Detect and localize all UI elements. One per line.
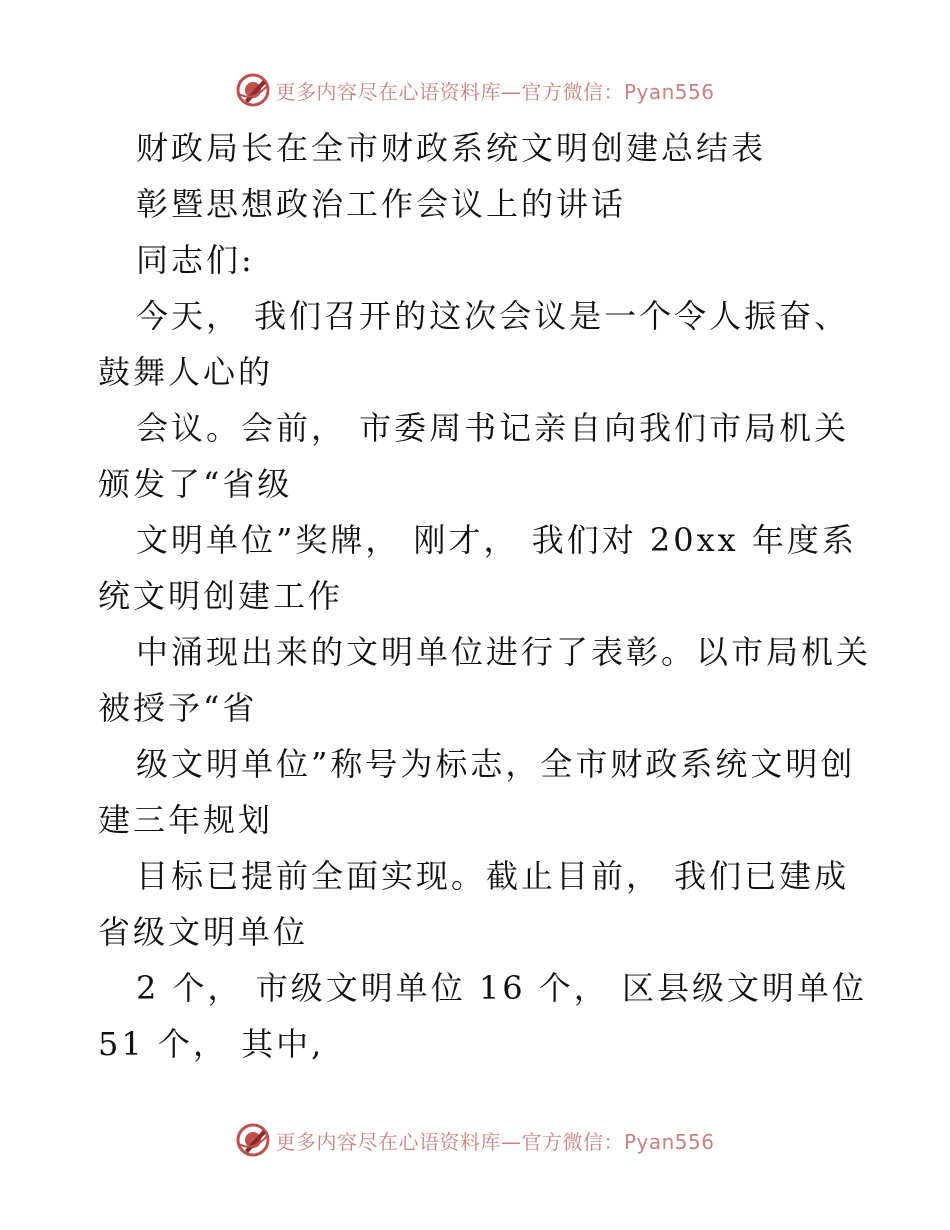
paragraph-line: 会议。会前， 市委周书记亲自向我们市局机关 — [136, 409, 850, 447]
footer-banner — [0, 1120, 950, 1160]
paragraph-line: 被授予“省 — [98, 689, 258, 727]
header-banner — [0, 70, 950, 110]
paragraph-line: 51 个， 其中, — [98, 1025, 325, 1063]
pen-logo-icon — [235, 1122, 271, 1158]
salutation: 同志们: — [136, 241, 255, 279]
paragraph-line: 目标已提前全面实现。截止目前， 我们已建成 — [136, 857, 850, 895]
paragraph-line: 2 个， 市级文明单位 16 个， 区县级文明单位 — [136, 969, 867, 1007]
paragraph-line: 鼓舞人心的 — [98, 353, 274, 391]
title-line-2: 彰暨思想政治工作会议上的讲话 — [136, 185, 627, 223]
paragraph-line: 中涌现出来的文明单位进行了表彰。以市局机关 — [136, 633, 872, 671]
title-line-1: 财政局长在全市财政系统文明创建总结表 — [136, 129, 767, 167]
paragraph-line: 建三年规划 — [98, 801, 274, 839]
paragraph-line: 文明单位”奖牌， 刚才， 我们对 20xx 年度系 — [136, 521, 857, 559]
paragraph-line: 颁发了“省级 — [98, 465, 293, 503]
paragraph-line: 今天， 我们召开的这次会议是一个令人振奋、 — [136, 297, 850, 335]
paragraph-line: 统文明创建工作 — [98, 577, 344, 615]
pen-logo-icon — [235, 72, 271, 108]
header-banner-text: 更多内容尽在心语资料库—官方微信：Pyan556 — [275, 79, 715, 104]
paragraph-line: 级文明单位”称号为标志，全市财政系统文明创 — [136, 745, 856, 783]
paragraph-line: 省级文明单位 — [98, 913, 309, 951]
footer-banner-text: 更多内容尽在心语资料库—官方微信：Pyan556 — [275, 1129, 715, 1154]
document-body — [98, 120, 872, 1072]
